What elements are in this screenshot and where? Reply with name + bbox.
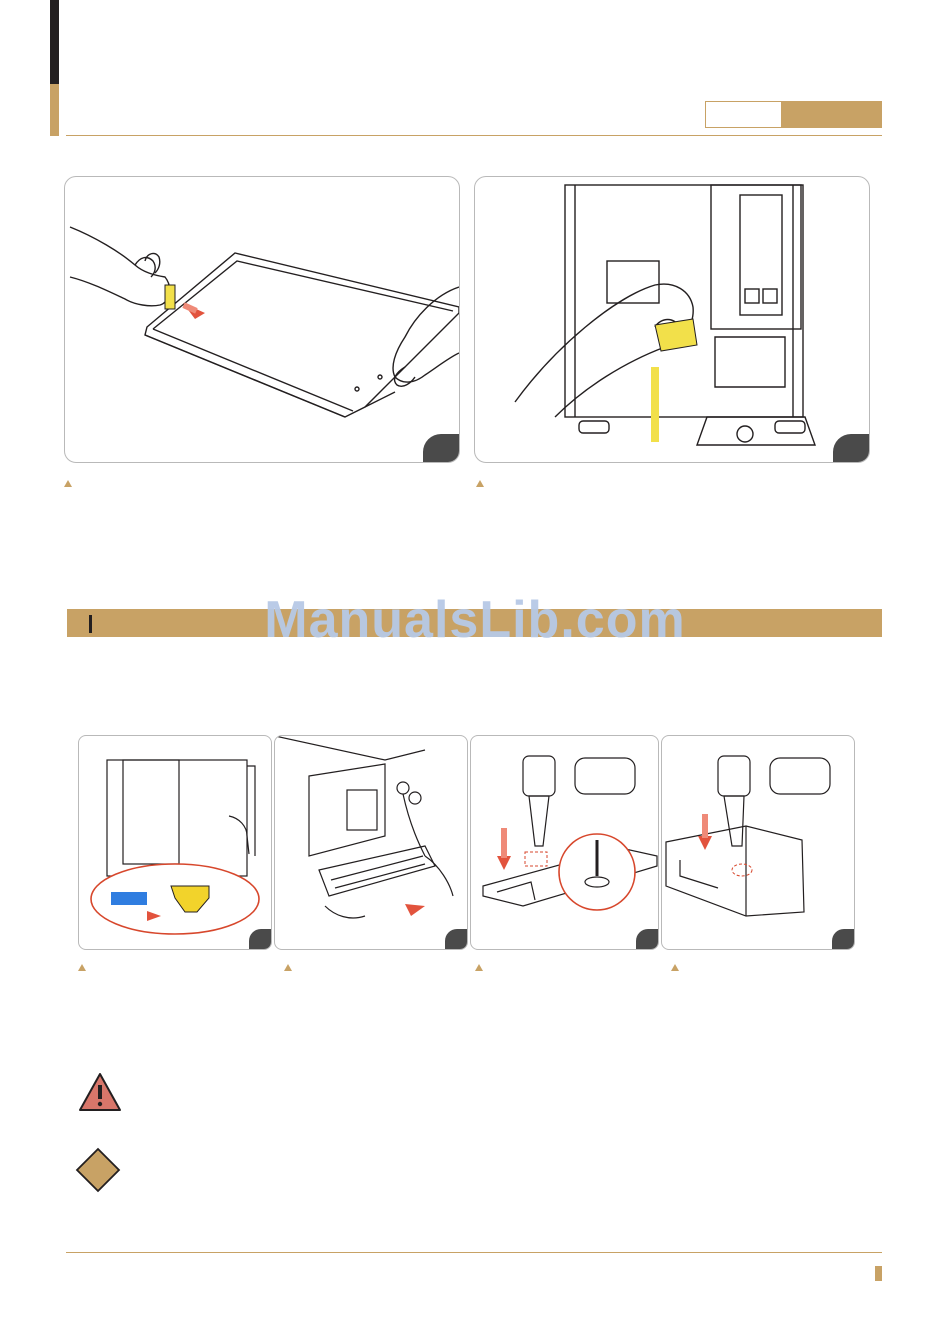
drip-tray-illustration [65,177,459,462]
grid-removal-illustration [275,736,467,949]
caption-marker [475,964,483,971]
figure-grid-removal [274,735,468,950]
drain-hose-illustration [79,736,271,949]
machine-rear-illustration [475,177,869,462]
header-tab-outline [705,101,782,128]
figure-corner-tab [833,434,869,462]
caption-marker [671,964,679,971]
drill-tray-illustration [471,736,658,949]
left-edge-accent [50,84,59,136]
page-number-marker [875,1266,882,1281]
caption-marker [476,480,484,487]
figure-corner-tab [423,434,459,462]
header-rule [66,135,882,136]
header-tab-fill [781,101,882,128]
figure-corner-tab [249,929,271,949]
figure-drain-hose [78,735,272,950]
figure-corner-tab [832,929,854,949]
figure-drip-tray-removal [64,176,460,463]
caption-marker [284,964,292,971]
footer-rule [66,1252,882,1253]
warning-triangle-icon [78,1072,122,1112]
warning-notice [78,1072,122,1112]
figure-corner-tab [636,929,658,949]
watermark-text: ManualsLib.com [264,591,686,649]
note-diamond-icon [75,1147,121,1193]
figure-drill-container [661,735,855,950]
figure-corner-tab [445,929,467,949]
figure-machine-rear-tab [474,176,870,463]
left-edge-bar [50,0,59,84]
caption-marker [78,964,86,971]
note-notice [75,1147,121,1193]
drill-container-illustration [662,736,854,949]
figure-drill-tray [470,735,659,950]
caption-marker [64,480,72,487]
